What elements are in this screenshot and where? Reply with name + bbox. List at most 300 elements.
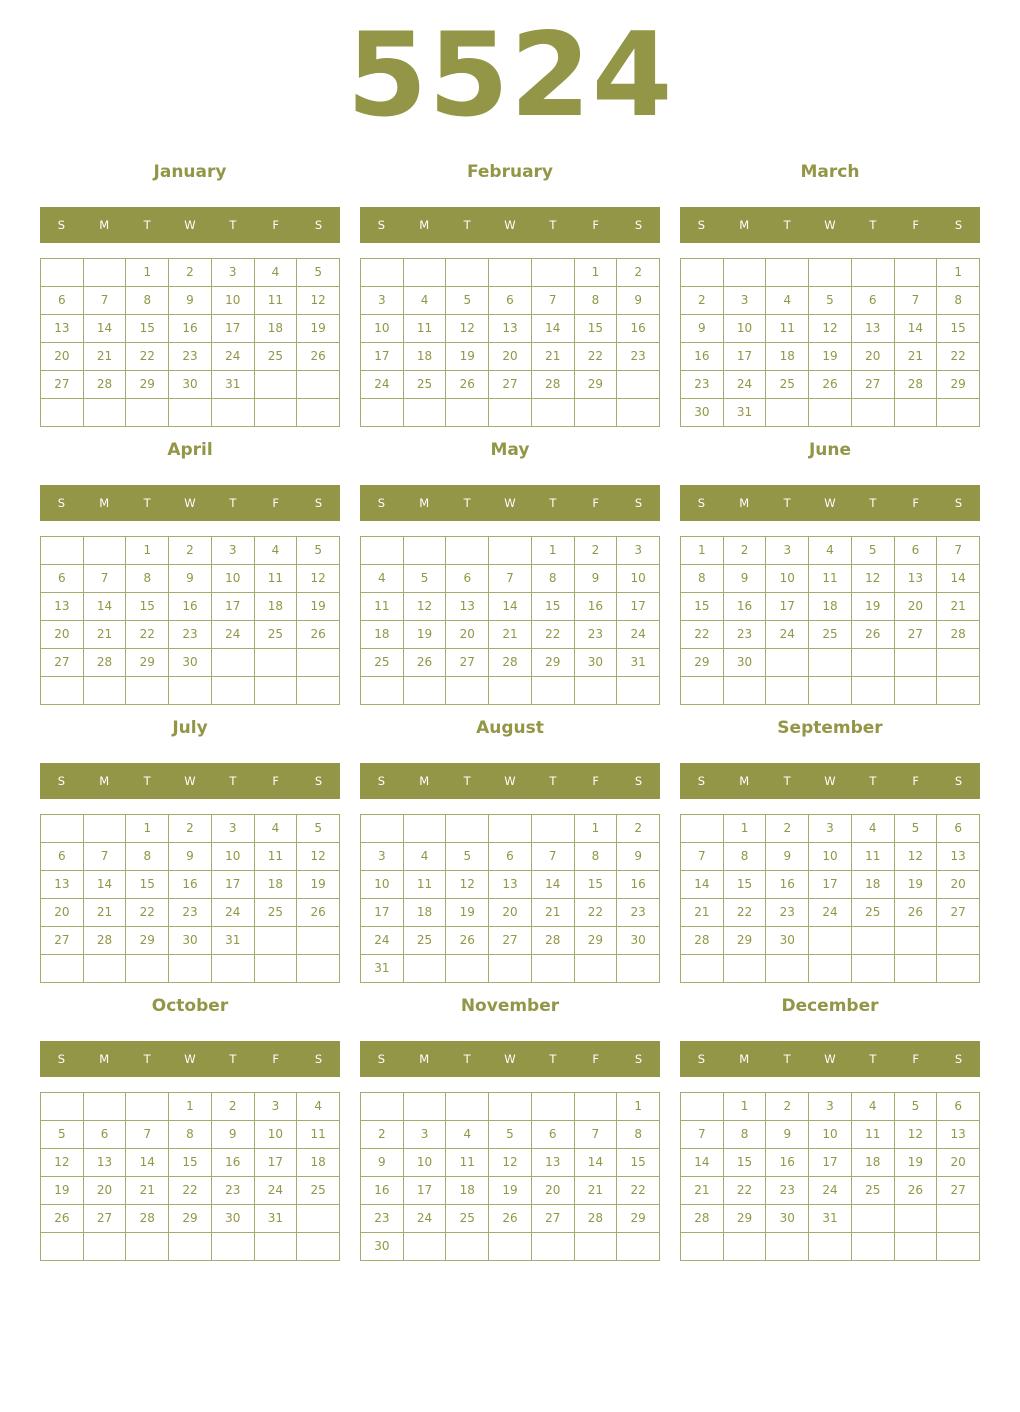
empty-cell [895, 927, 938, 955]
day-cell: 1 [617, 1093, 660, 1121]
day-cell: 10 [361, 315, 404, 343]
empty-cell [766, 649, 809, 677]
empty-cell [126, 677, 169, 705]
day-cell: 28 [532, 927, 575, 955]
day-cell: 4 [852, 815, 895, 843]
day-cell: 24 [212, 899, 255, 927]
day-cell: 3 [766, 537, 809, 565]
weekday-label: T [869, 774, 877, 788]
day-cell: 20 [852, 343, 895, 371]
day-cell: 1 [126, 815, 169, 843]
day-cell: 21 [84, 343, 127, 371]
day-cell: 24 [361, 371, 404, 399]
empty-cell [446, 677, 489, 705]
day-cell: 25 [255, 899, 298, 927]
day-cell: 21 [84, 899, 127, 927]
empty-cell [532, 1233, 575, 1261]
month-name: August [476, 718, 544, 738]
day-cell: 9 [169, 565, 212, 593]
empty-cell [169, 1233, 212, 1261]
day-cell: 20 [937, 871, 980, 899]
month-name: December [781, 996, 879, 1016]
empty-cell [404, 399, 447, 427]
day-cell: 11 [255, 287, 298, 315]
day-cell: 28 [532, 371, 575, 399]
day-cell: 18 [255, 315, 298, 343]
day-cell: 6 [446, 565, 489, 593]
day-cell: 5 [41, 1121, 84, 1149]
empty-cell [84, 677, 127, 705]
day-cell: 12 [446, 315, 489, 343]
day-cell: 25 [404, 371, 447, 399]
day-cell: 8 [575, 287, 618, 315]
empty-cell [361, 259, 404, 287]
day-cell: 30 [212, 1205, 255, 1233]
day-cell: 2 [766, 1093, 809, 1121]
day-cell: 17 [724, 343, 767, 371]
day-cell: 26 [489, 1205, 532, 1233]
day-cell: 25 [297, 1177, 340, 1205]
empty-cell [255, 371, 298, 399]
day-cell: 25 [255, 343, 298, 371]
weekday-label: T [783, 218, 791, 232]
empty-cell [809, 259, 852, 287]
day-cell: 26 [895, 899, 938, 927]
day-cell: 25 [361, 649, 404, 677]
day-cell: 29 [532, 649, 575, 677]
weekday-label: S [634, 218, 643, 232]
weekday-label: T [463, 774, 471, 788]
empty-cell [489, 677, 532, 705]
weekday-header [360, 763, 660, 799]
day-cell: 21 [681, 1177, 724, 1205]
day-cell: 15 [724, 1149, 767, 1177]
empty-cell [681, 815, 724, 843]
empty-cell [169, 955, 212, 983]
weekday-label: T [229, 218, 237, 232]
day-cell: 29 [681, 649, 724, 677]
day-cell: 21 [681, 899, 724, 927]
weekday-label: S [377, 218, 386, 232]
day-cell: 17 [617, 593, 660, 621]
day-cell: 20 [489, 343, 532, 371]
day-cell: 8 [937, 287, 980, 315]
weekday-header [680, 485, 980, 521]
month-name: October [151, 996, 229, 1016]
day-cell: 20 [895, 593, 938, 621]
weekday-label: F [912, 218, 920, 232]
empty-cell [255, 677, 298, 705]
month-august [360, 712, 660, 983]
month-may [360, 434, 660, 705]
day-cell: 9 [575, 565, 618, 593]
day-cell: 22 [724, 1177, 767, 1205]
day-cell: 31 [617, 649, 660, 677]
day-cell: 19 [297, 593, 340, 621]
empty-cell [212, 1233, 255, 1261]
day-grid [40, 1092, 340, 1261]
day-cell: 6 [489, 287, 532, 315]
day-cell: 14 [532, 315, 575, 343]
month-december [680, 990, 980, 1261]
day-cell: 31 [809, 1205, 852, 1233]
day-cell: 16 [724, 593, 767, 621]
weekday-label: M [739, 774, 750, 788]
day-cell: 29 [937, 371, 980, 399]
day-cell: 5 [297, 537, 340, 565]
empty-cell [361, 677, 404, 705]
day-cell: 7 [575, 1121, 618, 1149]
day-cell: 5 [446, 843, 489, 871]
empty-cell [617, 677, 660, 705]
weekday-label: M [419, 496, 430, 510]
day-cell: 18 [809, 593, 852, 621]
day-cell: 28 [84, 371, 127, 399]
month-name: February [466, 162, 554, 182]
day-cell: 5 [895, 815, 938, 843]
empty-cell [724, 259, 767, 287]
day-cell: 24 [255, 1177, 298, 1205]
day-cell: 9 [169, 287, 212, 315]
day-cell: 19 [404, 621, 447, 649]
day-cell: 21 [532, 899, 575, 927]
empty-cell [297, 927, 340, 955]
day-cell: 14 [84, 593, 127, 621]
day-cell: 26 [895, 1177, 938, 1205]
day-cell: 26 [297, 621, 340, 649]
day-cell: 12 [489, 1149, 532, 1177]
day-cell: 3 [212, 259, 255, 287]
weekday-label: F [272, 774, 280, 788]
day-cell: 27 [41, 927, 84, 955]
day-cell: 20 [532, 1177, 575, 1205]
day-cell: 11 [446, 1149, 489, 1177]
weekday-label: T [143, 774, 151, 788]
day-cell: 17 [809, 1149, 852, 1177]
day-cell: 29 [724, 1205, 767, 1233]
day-cell: 7 [895, 287, 938, 315]
empty-cell [852, 1233, 895, 1261]
empty-cell [361, 1093, 404, 1121]
weekday-header [40, 485, 340, 521]
day-cell: 1 [575, 259, 618, 287]
day-cell: 18 [852, 1149, 895, 1177]
month-name: May [490, 440, 530, 460]
weekday-label: F [912, 774, 920, 788]
empty-cell [489, 815, 532, 843]
day-cell: 14 [681, 1149, 724, 1177]
day-cell: 17 [212, 871, 255, 899]
day-grid [360, 814, 660, 983]
day-cell: 5 [404, 565, 447, 593]
weekday-label: S [57, 1052, 66, 1066]
day-cell: 21 [895, 343, 938, 371]
weekday-label: W [184, 1052, 196, 1066]
weekday-header [360, 1041, 660, 1077]
day-cell: 7 [681, 843, 724, 871]
day-cell: 6 [895, 537, 938, 565]
day-cell: 22 [937, 343, 980, 371]
empty-cell [724, 1233, 767, 1261]
day-cell: 27 [937, 899, 980, 927]
day-cell: 4 [404, 843, 447, 871]
day-cell: 3 [617, 537, 660, 565]
day-cell: 9 [617, 287, 660, 315]
weekday-label: S [314, 1052, 323, 1066]
day-cell: 30 [681, 399, 724, 427]
day-cell: 29 [724, 927, 767, 955]
weekday-label: F [912, 1052, 920, 1066]
day-cell: 16 [169, 315, 212, 343]
weekday-label: M [99, 1052, 110, 1066]
day-cell: 5 [895, 1093, 938, 1121]
empty-cell [169, 399, 212, 427]
day-cell: 29 [126, 649, 169, 677]
day-cell: 23 [212, 1177, 255, 1205]
day-cell: 16 [169, 871, 212, 899]
empty-cell [575, 1093, 618, 1121]
day-cell: 28 [937, 621, 980, 649]
day-cell: 27 [532, 1205, 575, 1233]
empty-cell [84, 537, 127, 565]
day-cell: 27 [852, 371, 895, 399]
day-cell: 3 [361, 287, 404, 315]
day-cell: 28 [126, 1205, 169, 1233]
weekday-label: F [272, 218, 280, 232]
day-cell: 5 [297, 815, 340, 843]
empty-cell [766, 1233, 809, 1261]
empty-cell [41, 955, 84, 983]
day-cell: 14 [681, 871, 724, 899]
day-cell: 9 [169, 843, 212, 871]
empty-cell [489, 399, 532, 427]
day-cell: 19 [895, 871, 938, 899]
day-cell: 2 [361, 1121, 404, 1149]
empty-cell [532, 955, 575, 983]
day-cell: 2 [169, 537, 212, 565]
day-cell: 18 [404, 899, 447, 927]
day-cell: 28 [84, 649, 127, 677]
empty-cell [681, 259, 724, 287]
day-cell: 10 [617, 565, 660, 593]
day-cell: 18 [361, 621, 404, 649]
empty-cell [297, 955, 340, 983]
day-cell: 17 [404, 1177, 447, 1205]
day-cell: 31 [212, 927, 255, 955]
empty-cell [766, 955, 809, 983]
day-cell: 18 [255, 593, 298, 621]
day-cell: 1 [169, 1093, 212, 1121]
day-cell: 23 [617, 343, 660, 371]
day-cell: 27 [489, 371, 532, 399]
empty-cell [297, 399, 340, 427]
day-cell: 30 [169, 371, 212, 399]
day-cell: 17 [361, 343, 404, 371]
day-cell: 24 [404, 1205, 447, 1233]
empty-cell [41, 259, 84, 287]
empty-cell [681, 955, 724, 983]
day-cell: 5 [297, 259, 340, 287]
day-cell: 24 [212, 621, 255, 649]
day-cell: 30 [617, 927, 660, 955]
weekday-label: S [954, 218, 963, 232]
day-grid [360, 258, 660, 427]
weekday-label: T [549, 1052, 557, 1066]
day-cell: 24 [766, 621, 809, 649]
day-cell: 20 [84, 1177, 127, 1205]
day-cell: 23 [617, 899, 660, 927]
day-cell: 20 [489, 899, 532, 927]
month-name: September [777, 718, 883, 738]
weekday-label: W [824, 496, 836, 510]
day-cell: 5 [489, 1121, 532, 1149]
day-cell: 13 [937, 1121, 980, 1149]
day-cell: 19 [446, 899, 489, 927]
day-cell: 4 [361, 565, 404, 593]
day-cell: 3 [404, 1121, 447, 1149]
day-cell: 6 [937, 1093, 980, 1121]
day-cell: 27 [895, 621, 938, 649]
weekday-label: S [697, 1052, 706, 1066]
day-cell: 19 [852, 593, 895, 621]
weekday-label: T [869, 218, 877, 232]
day-cell: 3 [809, 1093, 852, 1121]
day-cell: 31 [724, 399, 767, 427]
weekday-label: T [549, 496, 557, 510]
day-cell: 31 [361, 955, 404, 983]
empty-cell [212, 399, 255, 427]
empty-cell [724, 677, 767, 705]
weekday-label: F [592, 774, 600, 788]
day-cell: 8 [575, 843, 618, 871]
empty-cell [575, 1233, 618, 1261]
day-cell: 30 [169, 649, 212, 677]
day-grid [40, 536, 340, 705]
day-cell: 1 [126, 537, 169, 565]
day-grid [680, 1092, 980, 1261]
day-cell: 16 [361, 1177, 404, 1205]
empty-cell [84, 955, 127, 983]
empty-cell [84, 399, 127, 427]
day-cell: 10 [212, 565, 255, 593]
empty-cell [255, 955, 298, 983]
day-cell: 7 [532, 843, 575, 871]
empty-cell [766, 399, 809, 427]
day-cell: 6 [84, 1121, 127, 1149]
empty-cell [575, 399, 618, 427]
weekday-label: M [739, 218, 750, 232]
day-cell: 16 [617, 315, 660, 343]
day-cell: 9 [361, 1149, 404, 1177]
month-name: March [800, 162, 860, 182]
day-cell: 26 [297, 343, 340, 371]
day-cell: 12 [895, 843, 938, 871]
day-cell: 31 [255, 1205, 298, 1233]
day-cell: 15 [126, 315, 169, 343]
day-cell: 17 [361, 899, 404, 927]
empty-cell [41, 815, 84, 843]
weekday-label: S [314, 774, 323, 788]
empty-cell [169, 677, 212, 705]
day-grid [680, 258, 980, 427]
weekday-label: W [824, 774, 836, 788]
day-cell: 24 [809, 1177, 852, 1205]
day-cell: 15 [617, 1149, 660, 1177]
empty-cell [532, 815, 575, 843]
empty-cell [681, 677, 724, 705]
empty-cell [404, 1093, 447, 1121]
day-cell: 12 [809, 315, 852, 343]
day-cell: 17 [212, 593, 255, 621]
day-cell: 14 [84, 871, 127, 899]
weekday-label: T [463, 1052, 471, 1066]
day-cell: 7 [126, 1121, 169, 1149]
day-cell: 7 [532, 287, 575, 315]
day-cell: 9 [617, 843, 660, 871]
empty-cell [681, 1093, 724, 1121]
day-cell: 22 [169, 1177, 212, 1205]
day-cell: 1 [126, 259, 169, 287]
month-january [40, 156, 340, 427]
weekday-label: T [143, 218, 151, 232]
empty-cell [895, 955, 938, 983]
empty-cell [809, 677, 852, 705]
day-cell: 2 [169, 259, 212, 287]
day-cell: 8 [126, 843, 169, 871]
day-cell: 7 [681, 1121, 724, 1149]
day-cell: 30 [361, 1233, 404, 1261]
day-cell: 6 [532, 1121, 575, 1149]
weekday-label: S [57, 774, 66, 788]
day-cell: 30 [169, 927, 212, 955]
day-cell: 25 [766, 371, 809, 399]
weekday-label: T [463, 496, 471, 510]
day-cell: 10 [361, 871, 404, 899]
day-cell: 16 [766, 871, 809, 899]
weekday-header [680, 207, 980, 243]
day-cell: 5 [852, 537, 895, 565]
day-cell: 13 [84, 1149, 127, 1177]
day-cell: 11 [297, 1121, 340, 1149]
day-cell: 14 [575, 1149, 618, 1177]
weekday-label: T [783, 1052, 791, 1066]
day-cell: 6 [852, 287, 895, 315]
weekday-label: T [549, 774, 557, 788]
day-cell: 2 [169, 815, 212, 843]
day-cell: 25 [809, 621, 852, 649]
weekday-label: S [377, 774, 386, 788]
day-cell: 17 [255, 1149, 298, 1177]
weekday-label: W [184, 218, 196, 232]
empty-cell [446, 1093, 489, 1121]
day-grid [40, 814, 340, 983]
day-cell: 21 [84, 621, 127, 649]
day-cell: 15 [126, 593, 169, 621]
weekday-label: F [272, 496, 280, 510]
day-cell: 12 [297, 565, 340, 593]
weekday-label: S [697, 496, 706, 510]
empty-cell [84, 1093, 127, 1121]
empty-cell [895, 649, 938, 677]
day-cell: 13 [852, 315, 895, 343]
weekday-header [680, 763, 980, 799]
weekday-label: S [634, 496, 643, 510]
empty-cell [212, 649, 255, 677]
day-grid [40, 258, 340, 427]
day-cell: 28 [681, 927, 724, 955]
day-cell: 16 [766, 1149, 809, 1177]
day-cell: 14 [489, 593, 532, 621]
